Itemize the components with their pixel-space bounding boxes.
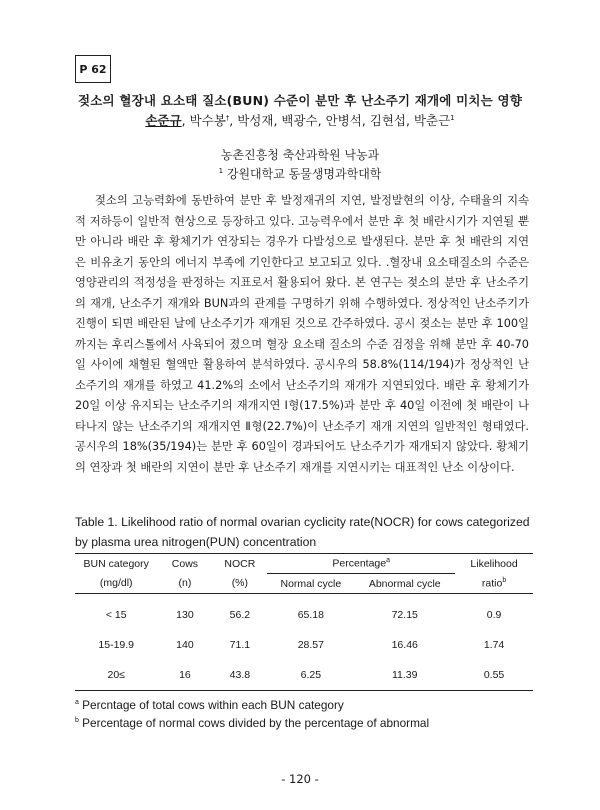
cell-bun: < 15 [105, 609, 127, 621]
cell-ratio: 0.9 [486, 609, 502, 621]
cell-abnormal: 72.15 [391, 609, 418, 621]
header-percentage-mark: a [386, 557, 391, 565]
cell-ratio: 0.55 [455, 660, 533, 691]
header-bun: BUN category [75, 554, 157, 574]
header-abnormal-cycle: Abnormal cycle [354, 574, 455, 594]
affiliation-2-text: 강원대학교 동물생명과학대학 [223, 167, 382, 181]
cell-normal: 28.57 [297, 639, 324, 651]
cell-bun: 20≤ [75, 660, 157, 691]
header-likelihood: Likelihood [455, 554, 533, 574]
header-normal-cycle: Normal cycle [267, 574, 354, 594]
footnote-b-mark: b [75, 717, 79, 725]
first-author: 손준규 [145, 113, 182, 128]
cell-nocr: 71.1 [229, 639, 251, 651]
footnote-a-text: Percntage of total cows within each BUN category [78, 698, 344, 712]
header-percentage-label: Percentage [332, 557, 387, 570]
header-percentage [267, 554, 455, 574]
author-rest-2: , 박성재, 백광수, 안병석, 김현섭, 박춘근 [229, 113, 451, 128]
cell-nocr: 43.8 [212, 660, 267, 691]
corresponding-mark: † [225, 113, 230, 122]
footnote-a [75, 698, 344, 712]
cell-cows: 16 [157, 660, 212, 691]
affiliation-2-mark: 1 [218, 167, 224, 175]
cell-nocr: 56.2 [229, 609, 251, 621]
data-table [75, 553, 533, 691]
cell-abnormal: 11.39 [354, 660, 455, 691]
affiliation-mark: 1 [450, 113, 455, 122]
poster-tag: P 62 [75, 55, 111, 83]
author-rest: , 박수봉 [181, 113, 226, 128]
footnote-b-text: Percentage of normal cows divided by the percentage of abnormal [78, 716, 430, 730]
paper-title: 젖소의 혈장내 요소태 질소(BUN) 수준이 분만 후 난소주기 재개에 미치는 영향 [77, 93, 523, 108]
affiliation-1: 농촌진흥청 축산과학원 낙농과 [220, 148, 380, 162]
header-ratio-label: ratio [481, 577, 503, 590]
cell-abnormal: 16.46 [391, 639, 418, 651]
header-ratio-mark: b [502, 577, 507, 584]
affiliation-2 [60, 165, 540, 182]
cell-bun: 15-19.9 [98, 639, 135, 651]
table-row [75, 594, 533, 631]
cell-ratio: 1.74 [483, 639, 505, 651]
header-nocr: NOCR [212, 554, 267, 574]
header-nocr-unit: (%) [212, 574, 267, 594]
footnote-a-mark: a [75, 699, 79, 707]
table-caption: Table 1. Likelihood ratio of normal ovarian cyclicity rate(NOCR) for cows categorized by plasma urea nitrogen(PUN) concentration [75, 515, 530, 549]
header-bun-unit: (mg/dl) [75, 574, 157, 594]
page-number: - 120 - [281, 772, 319, 786]
header-cows-unit: (n) [157, 574, 212, 594]
cell-normal: 65.18 [297, 609, 324, 621]
cell-cows: 140 [176, 639, 194, 651]
cell-cows: 130 [176, 609, 194, 621]
abstract [75, 191, 529, 478]
header-ratio [455, 574, 533, 594]
abstract-text: 젖소의 고능력화에 동반하여 분만 후 발정재귀의 지연, 발정발현의 이상, 수태율의 지속적 저하등이 일반적 현상으로 등장하고 있다. 고능력우에서 분만 후 첫 배란시기가 지연될 뿐만 아니라 배란 후 황체기가 연장되는 경우가 다발성으로 발생된다. 분만 후 첫 배란의 지연은 비유초기 동안의 에너지 부족에 기인한다고 보고되고 있다. .혈장내 요소태질소의 수준은 영양관리의 적정성을 판정하는 지표로서 활용되어 왔다. 본 연구는 젖소의 분만 후 난소주기의 재개, 난소주기 재개와 BUN과의 관계를 구명하기 위해 수행하였다. 정상적인 난소주기가 진행이 되면 배란된 날에 난소주기가 재개된 것으로 간주하였다. 공시 젖소는 분만 후 100일 까지는 후리스톨에서 사육되어 졌으며 혈장 요소태 질소의 수준 검정을 위해 분만 후 40-70일 사이에 채혈된 혈액만 활용하여 분석하였다. 공시우의 58.8%(114/194)가 정상적인 난소주기의 재개를 하였고 41.2%의 소에서 난소주기의 재개가 지연되었다. 배란 후 황체기가 20일 이상 유지되는 난소주기의 재개지연 Ⅰ형(17.5%)과 분만 후 40일 이전에 첫 배란이 나타나지 않는 난소주기의 재개지연 Ⅱ형(22.7%)이 난소주기 재개 지연의 일반적인 형태였다. 공시우의 18%(35/194)는 분만 후 60일이 경과되어도 난소주기가 재개되지 않았다. 황체기의 연장과 첫 배란의 지연이 분만 후 난소주기 재개를 지연시키는 대표적인 난소 이상이다. [75, 194, 529, 474]
cell-normal: 6.25 [267, 660, 354, 691]
table-row [75, 630, 533, 660]
header-cows: Cows [157, 554, 212, 574]
table-row [75, 660, 533, 691]
author-list [60, 111, 540, 129]
footnote-b [75, 716, 429, 730]
